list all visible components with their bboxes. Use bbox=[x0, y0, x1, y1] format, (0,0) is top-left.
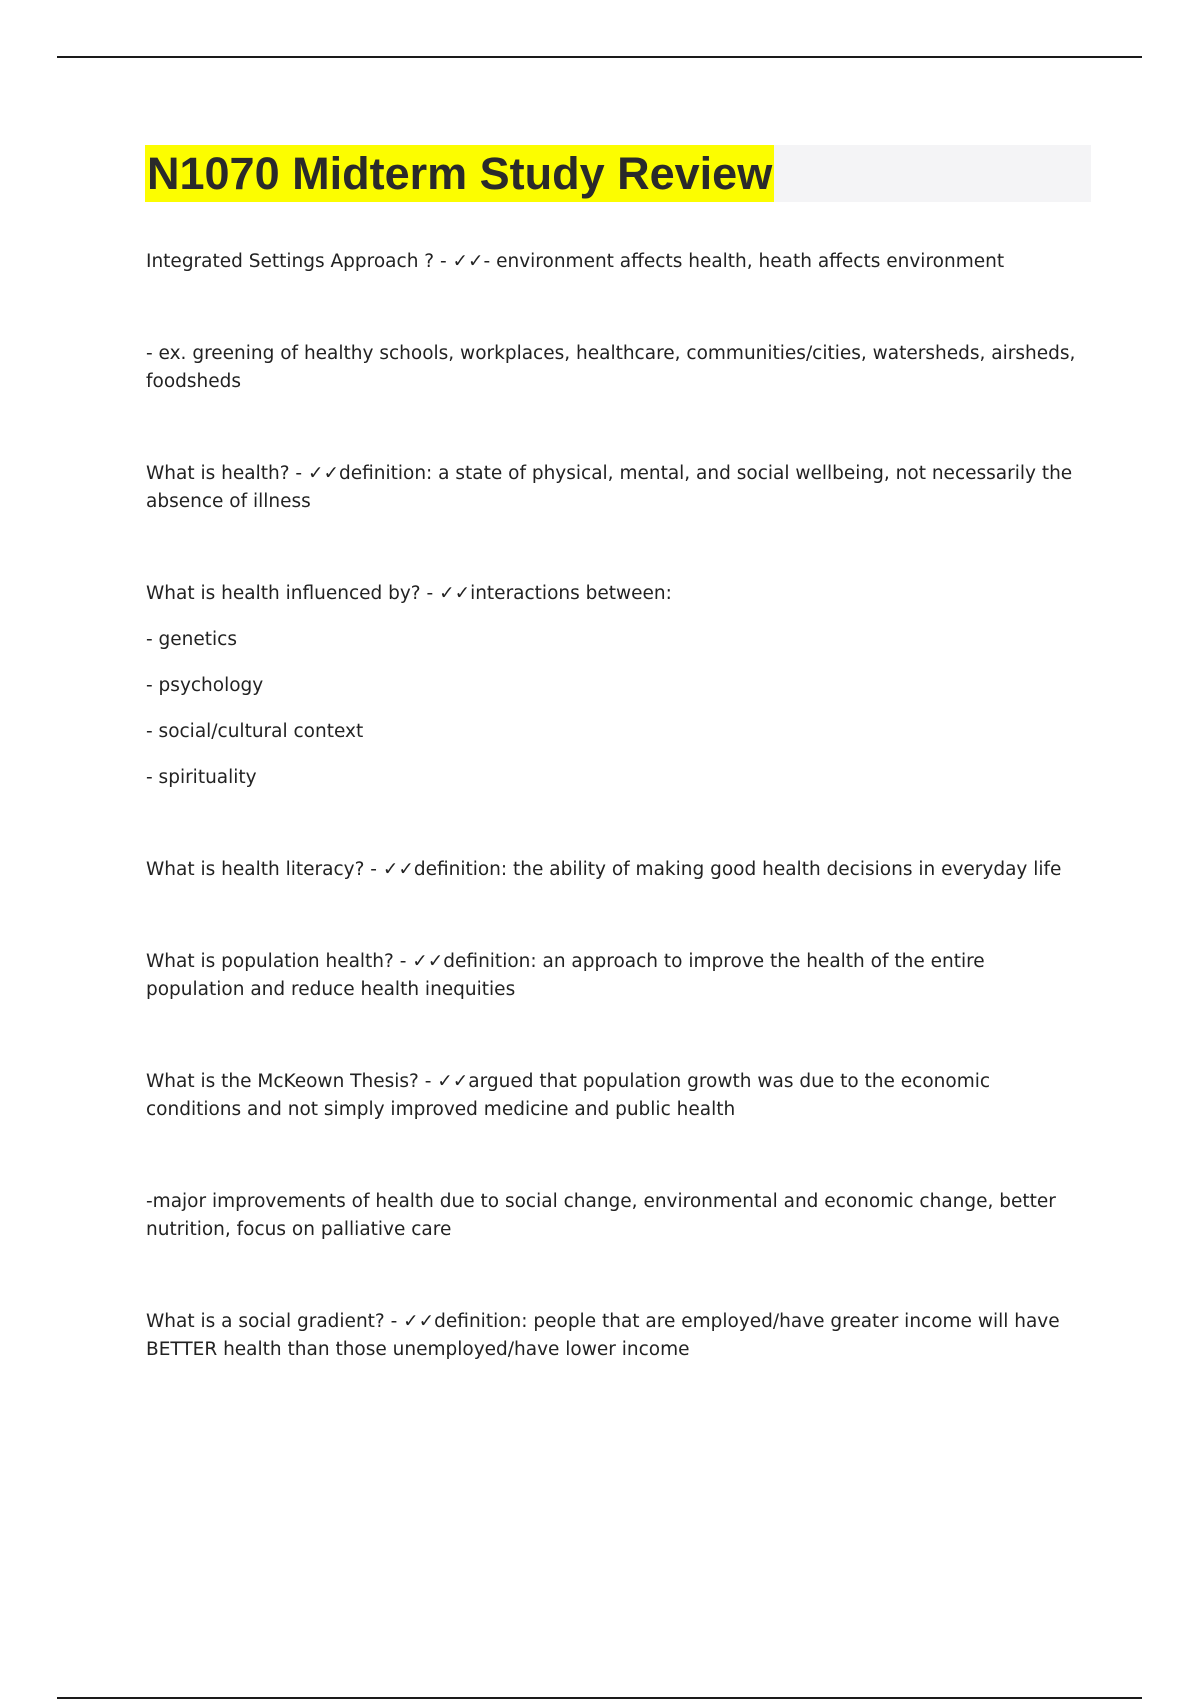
entry-health-influenced-by: What is health influenced by? - ✓✓interactions between: bbox=[146, 583, 672, 604]
entry-health-literacy: What is health literacy? - ✓✓definition: the ability of making good health decisions in everyday life bbox=[146, 859, 1062, 880]
list-item: - psychology bbox=[146, 675, 264, 696]
list-item: - social/cultural context bbox=[146, 721, 364, 742]
entry-greening-example: - ex. greening of healthy schools, workplaces, healthcare, communities/cities, watersheds, airsheds, foodsheds bbox=[146, 343, 1076, 392]
bottom-rule bbox=[57, 1697, 1142, 1699]
entry-mckeown-thesis: What is the McKeown Thesis? - ✓✓argued that population growth was due to the economic conditions and not simply improved medicine and public health bbox=[146, 1071, 991, 1120]
entry-population-health: What is population health? - ✓✓definition: an approach to improve the health of the entire population and reduce health inequities bbox=[146, 951, 985, 1000]
list-item: - spirituality bbox=[146, 767, 257, 788]
list-item: - genetics bbox=[146, 629, 237, 650]
entry-social-gradient: What is a social gradient? - ✓✓definition: people that are employed/have greater income will have BETTER health than those unemployed/have lower income bbox=[146, 1311, 1060, 1360]
entry-integrated-settings: Integrated Settings Approach ? - ✓✓- environment affects health, heath affects environment bbox=[146, 251, 1005, 272]
top-rule bbox=[57, 56, 1142, 58]
entry-what-is-health: What is health? - ✓✓definition: a state of physical, mental, and social wellbeing, not necessarily the absence of illness bbox=[146, 463, 1073, 512]
document-body bbox=[146, 248, 1086, 1364]
entry-major-improvements: -major improvements of health due to social change, environmental and economic change, better nutrition, focus on palliative care bbox=[146, 1191, 1056, 1240]
document-title: N1070 Midterm Study Review bbox=[145, 145, 774, 202]
